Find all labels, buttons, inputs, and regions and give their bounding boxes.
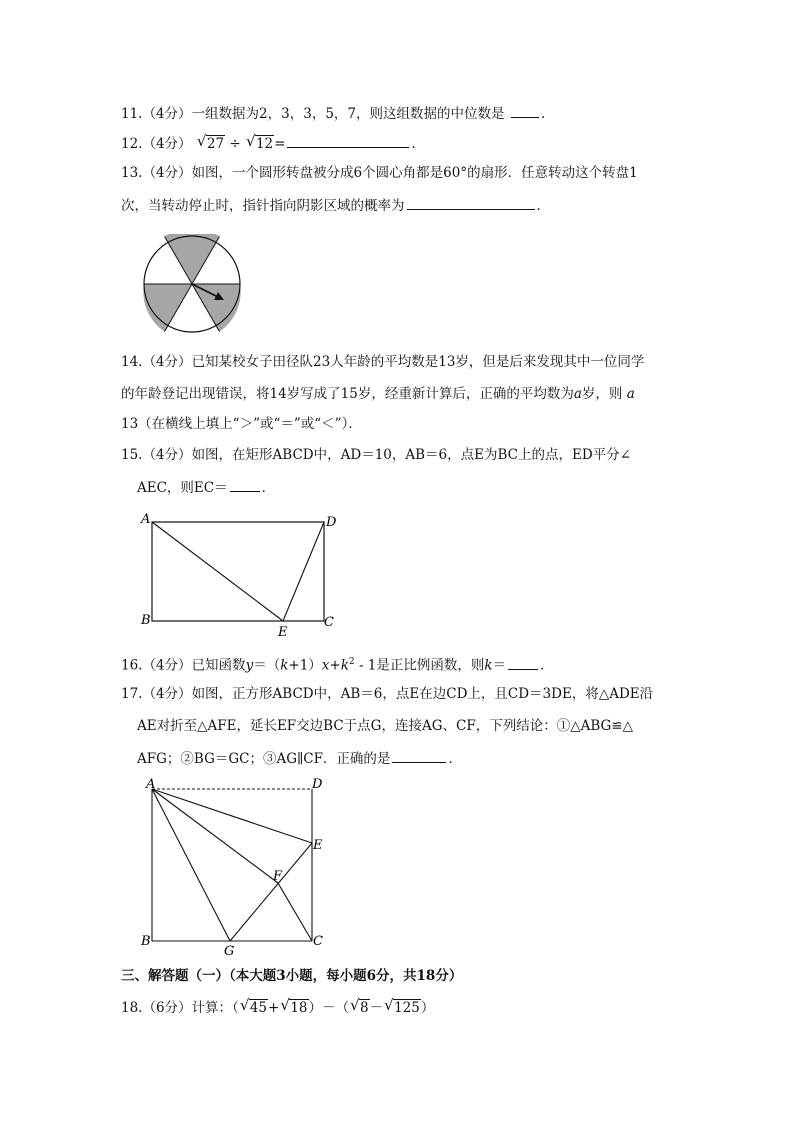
q11-number: 11.（4分） bbox=[121, 106, 192, 122]
q17-number: 17.（4分） bbox=[121, 686, 192, 702]
q12-divide-sign: ÷ bbox=[229, 136, 241, 152]
label-f: F bbox=[273, 869, 283, 884]
label-a: A bbox=[146, 777, 156, 792]
q13-end: ． bbox=[536, 198, 550, 214]
q18-close: ） bbox=[420, 1000, 435, 1016]
q18-sqrt-8: √ 8 bbox=[350, 996, 369, 1016]
label-g: G bbox=[224, 944, 235, 957]
q18-minus: － bbox=[369, 1000, 384, 1016]
square-abcd-diagram bbox=[138, 775, 330, 957]
question-14-line-3 bbox=[121, 414, 362, 434]
q14-line2b: 岁，则 bbox=[581, 386, 623, 402]
q17-end: ． bbox=[448, 751, 462, 767]
label-d: D bbox=[326, 515, 337, 530]
q18-plus: + bbox=[268, 1000, 280, 1016]
q16-tail: - 1是正比例函数，则 bbox=[354, 657, 485, 674]
label-a: A bbox=[141, 512, 151, 527]
question-12 bbox=[121, 133, 416, 154]
q16-k-squared: k bbox=[340, 657, 349, 674]
label-b: B bbox=[141, 613, 151, 628]
q17-line1: 如图，正方形ABCD中，AB＝6，点E在边CD上，且CD＝3DE，将△ADE沿 bbox=[191, 686, 654, 702]
q11-text: 一组数据为2，3，3，5，7，则这组数据的中位数是 bbox=[191, 106, 505, 122]
q11-end: . bbox=[540, 106, 546, 122]
rectangle-abcd bbox=[152, 522, 324, 621]
q15-end: ． bbox=[261, 480, 276, 496]
q16-plus: + bbox=[329, 657, 341, 674]
q16-k: k bbox=[280, 657, 289, 674]
question-15-line-2 bbox=[137, 477, 275, 498]
segment-fc bbox=[278, 883, 312, 941]
label-d: D bbox=[312, 777, 323, 792]
question-16 bbox=[121, 652, 554, 676]
question-14-line-1 bbox=[121, 352, 644, 372]
q12-sqrt-27: √ 27 bbox=[196, 132, 225, 152]
question-18 bbox=[121, 998, 434, 1018]
segment-ae bbox=[152, 522, 283, 621]
q12-equals: = bbox=[274, 136, 286, 152]
question-17-line-3 bbox=[137, 748, 462, 769]
q14-line2a: 的年龄登记出现错误，将14岁写成了15岁，经重新计算后，正确的平均数为 bbox=[121, 386, 574, 402]
q17-answer-blank[interactable] bbox=[392, 748, 446, 763]
question-13-line-1 bbox=[121, 163, 638, 183]
segment-de bbox=[283, 522, 324, 621]
q14-var-a-2: a bbox=[626, 386, 635, 402]
segment-eg bbox=[230, 843, 312, 941]
q18-sqrt-18: √ 18 bbox=[280, 996, 308, 1016]
q17-line2: AE对折至△AFE，延长EF交边BC于点G，连接AG、CF，下列结论：①△ABG≌△ bbox=[137, 718, 633, 734]
segment-af bbox=[152, 789, 278, 883]
q18-number: 18.（6分） bbox=[121, 1000, 192, 1016]
q16-plus-one: +1） bbox=[288, 657, 322, 674]
question-11 bbox=[121, 103, 545, 124]
label-c: C bbox=[313, 934, 323, 949]
q15-answer-blank[interactable] bbox=[230, 477, 260, 492]
label-c: C bbox=[324, 615, 334, 630]
shaded-sector-top bbox=[165, 234, 220, 284]
section-3-heading bbox=[121, 966, 462, 986]
q17-line3a: AFG；②BG＝GC；③AG∥CF．正确的是 bbox=[137, 751, 391, 767]
q16-eq-paren: ＝（ bbox=[253, 657, 281, 674]
q16-y: y bbox=[245, 657, 254, 674]
q13-answer-blank[interactable] bbox=[407, 195, 535, 210]
q12-answer-blank[interactable] bbox=[287, 133, 409, 148]
q14-number: 14.（4分） bbox=[121, 354, 192, 370]
q14-line1: 已知某校女子田径队23人年龄的平均数是13岁，但是后来发现其中一位同学 bbox=[191, 354, 645, 370]
question-14-line-2 bbox=[121, 384, 635, 404]
rectangle-abcd-diagram bbox=[138, 510, 344, 638]
q11-answer-blank[interactable] bbox=[511, 103, 539, 118]
label-e: E bbox=[313, 838, 323, 853]
q16-number: 16.（4分） bbox=[121, 657, 192, 674]
label-b: B bbox=[141, 934, 151, 949]
q18-mid: ）－（ bbox=[308, 1000, 349, 1016]
q16-exponent: 2 bbox=[348, 657, 355, 667]
q13-number: 13.（4分） bbox=[121, 165, 192, 181]
spinner-diagram bbox=[140, 234, 244, 336]
q16-equals: ＝ bbox=[492, 657, 507, 674]
q14-var-a: a bbox=[573, 386, 582, 402]
q13-line1: 如图，一个圆形转盘被分成6个圆心角都是60°的扇形．任意转动这个转盘1 bbox=[191, 165, 638, 181]
q18-sqrt-45: √ 45 bbox=[239, 996, 267, 1016]
question-13-line-2 bbox=[121, 195, 550, 216]
q16-text: 已知函数 bbox=[191, 657, 246, 674]
q12-end: . bbox=[411, 136, 416, 152]
q18-sqrt-125: √ 125 bbox=[384, 996, 420, 1016]
q15-line1: 如图，在矩形ABCD中，AD＝10，AB＝6，点E为BC上的点，ED平分∠ bbox=[191, 447, 631, 463]
q14-line3: 13（在横线上填上“＞”或“＝”或“＜”）． bbox=[121, 416, 362, 432]
q18-text: 计算：（ bbox=[191, 1000, 239, 1016]
question-17-line-2 bbox=[137, 716, 633, 736]
q16-k-answer: k bbox=[484, 657, 493, 674]
q15-line2a: AEC，则EC＝ bbox=[137, 480, 228, 496]
q16-x: x bbox=[321, 657, 330, 674]
q12-number: 12.（4分） bbox=[121, 136, 192, 152]
q12-sqrt-12: √ 12 bbox=[245, 132, 274, 152]
question-17-line-1 bbox=[121, 684, 653, 704]
q15-number: 15.（4分） bbox=[121, 447, 192, 463]
section-3-title: 三、解答题（一）（本大题3小题，每小题6分，共18分） bbox=[121, 968, 463, 984]
q16-answer-blank[interactable] bbox=[508, 655, 538, 670]
label-e: E bbox=[278, 625, 288, 638]
q13-line2: 次，当转动停止时，指针指向阴影区域的概率为 bbox=[121, 198, 405, 214]
q16-end: ． bbox=[540, 657, 554, 674]
question-15-line-1 bbox=[121, 445, 631, 465]
